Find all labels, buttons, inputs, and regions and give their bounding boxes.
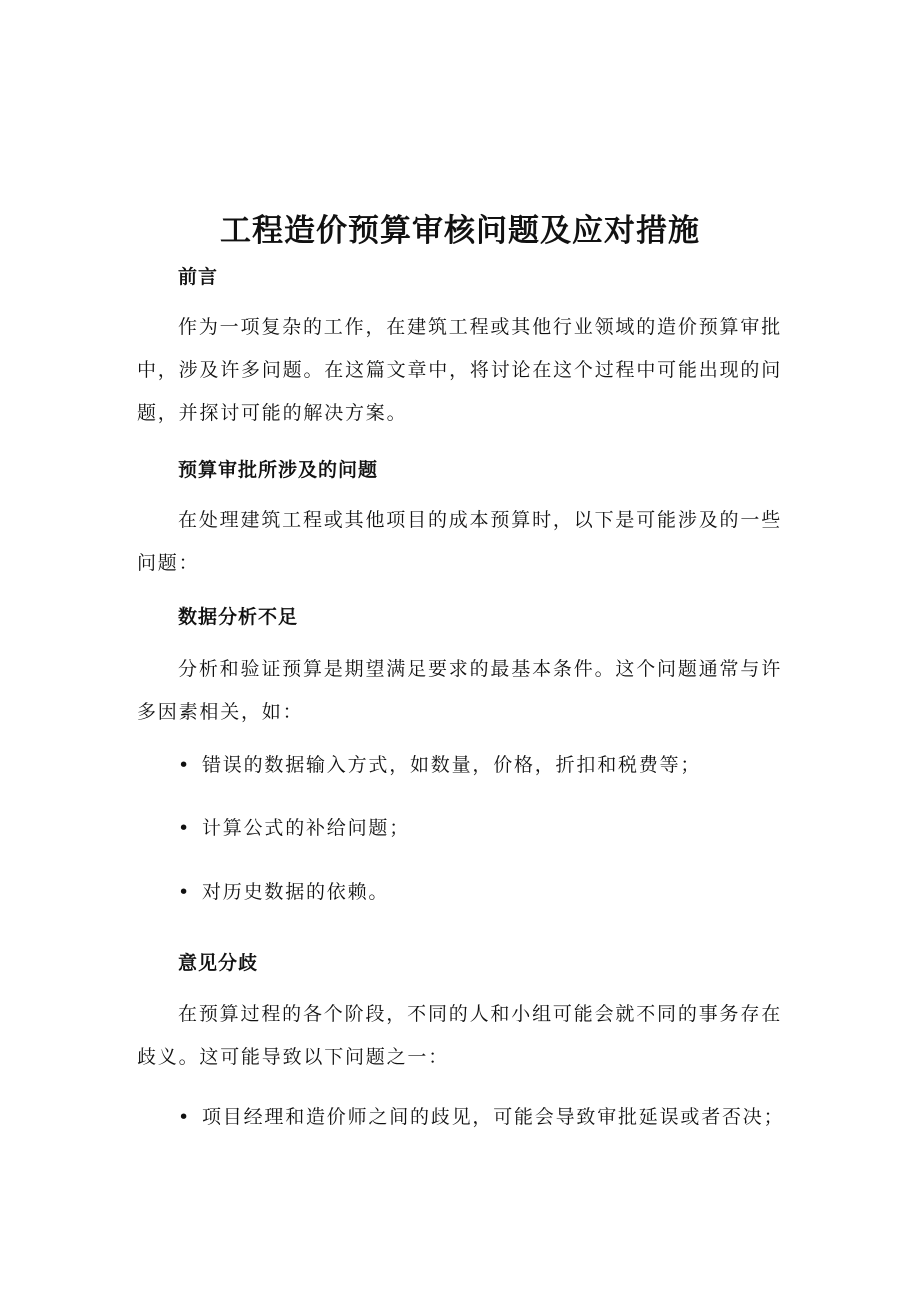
list-item-text: 项目经理和造价师之间的歧见，可能会导致审批延误或者否决； <box>202 1106 785 1128</box>
list-item-text: 错误的数据输入方式，如数量，价格，折扣和税费等； <box>202 754 702 776</box>
paragraph-budget-issues: 在处理建筑工程或其他项目的成本预算时，以下是可能涉及的一些问题： <box>137 509 782 574</box>
bullet-icon: • <box>178 1106 192 1128</box>
document-title: 工程造价预算审核问题及应对措施 <box>220 213 700 249</box>
heading-budget-issues: 预算审批所涉及的问题 <box>178 459 379 481</box>
list-item <box>178 878 389 906</box>
paragraph-preface: 作为一项复杂的工作，在建筑工程或其他行业领域的造价预算审批中，涉及许多问题。在这篇文章中，将讨论在这个过程中可能出现的问题，并探讨可能的解决方案。 <box>137 316 782 424</box>
list-item <box>178 814 410 842</box>
heading-preface: 前言 <box>178 266 219 288</box>
bullet-icon: • <box>178 817 192 839</box>
paragraph-data-analysis: 分析和验证预算是期望满足要求的最基本条件。这个问题通常与许多因素相关，如： <box>137 658 782 723</box>
list-item <box>178 1103 784 1131</box>
bullet-icon: • <box>178 881 192 903</box>
list-item <box>178 751 701 779</box>
list-item-text: 计算公式的补给问题； <box>202 817 411 839</box>
heading-opinion-divergence: 意见分歧 <box>178 952 259 974</box>
list-item-text: 对历史数据的依赖。 <box>202 881 390 903</box>
heading-data-analysis: 数据分析不足 <box>178 606 299 628</box>
bullet-icon: • <box>178 754 192 776</box>
paragraph-opinion-divergence: 在预算过程的各个阶段，不同的人和小组可能会就不同的事务存在歧义。这可能导致以下问题之一： <box>137 1003 782 1068</box>
